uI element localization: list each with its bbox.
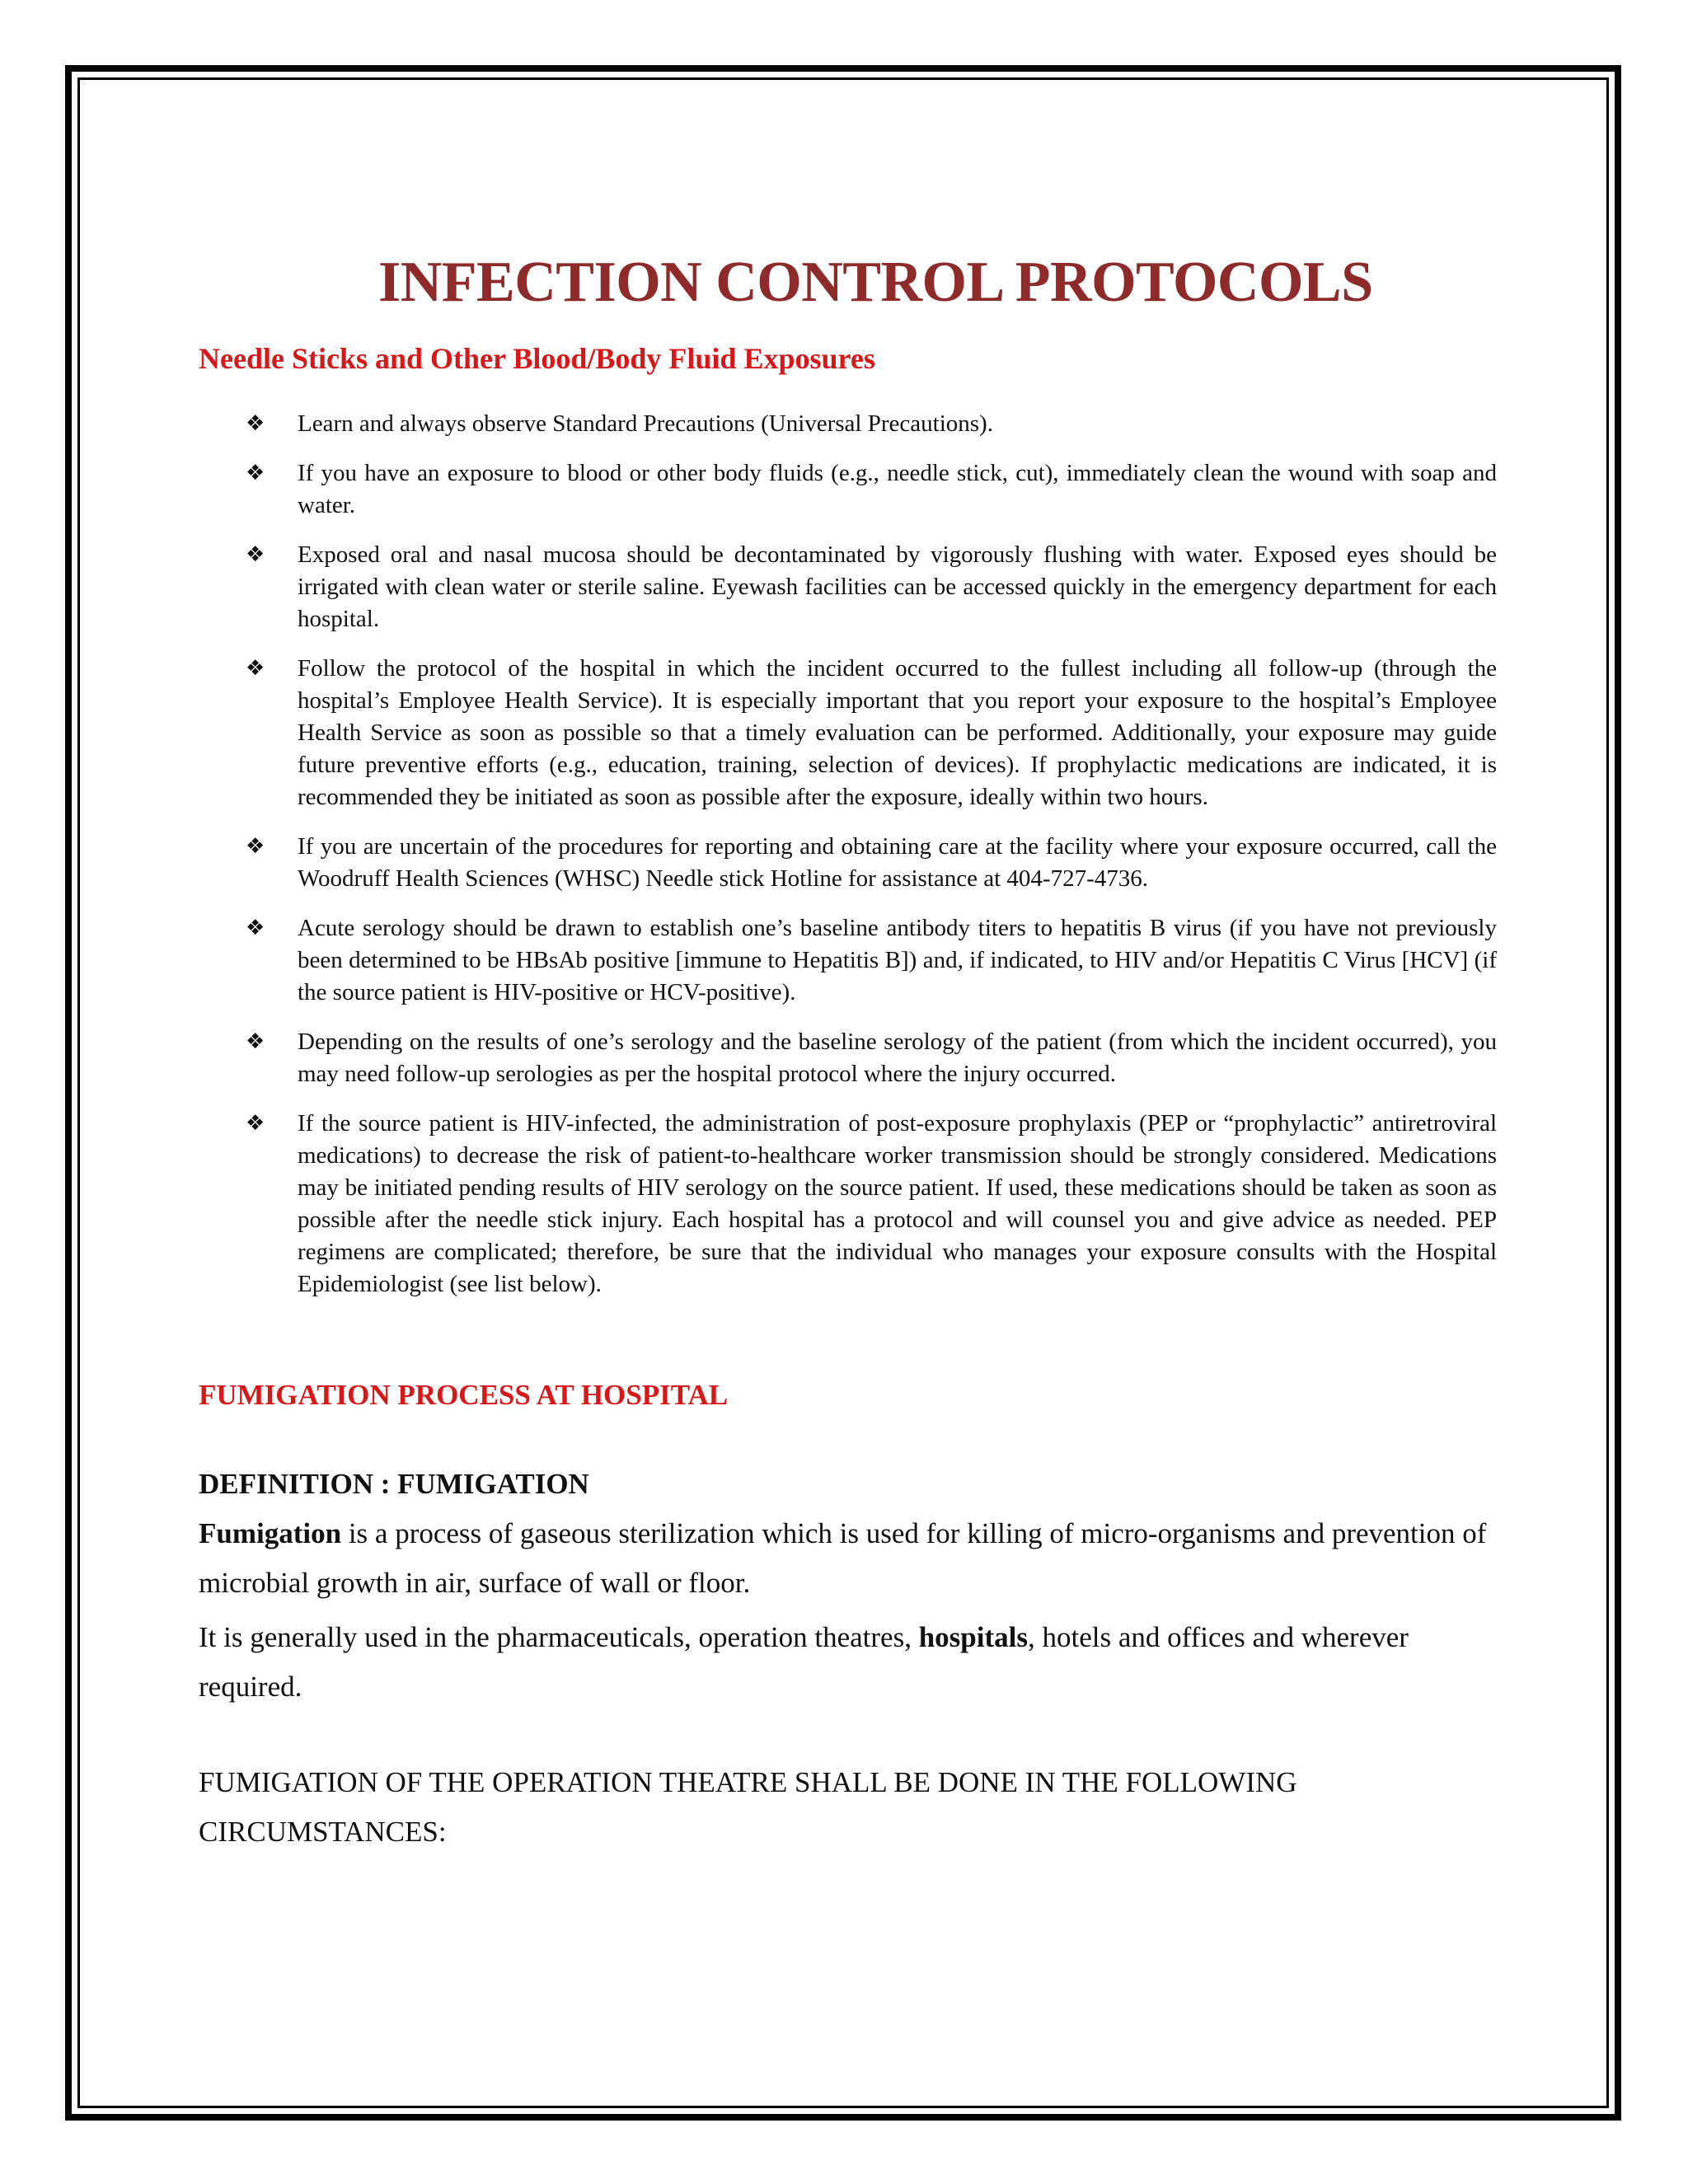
list-item (199, 457, 1497, 522)
document-body (199, 250, 1497, 1857)
fumigation-usage-paragraph (199, 1613, 1497, 1712)
list-item-text: If you have an exposure to blood or other body fluids (e.g., needle stick, cut), immediately clean the wound with soap and water. (298, 460, 1497, 518)
list-item-text: Learn and always observe Standard Precautions (Universal Precautions). (298, 410, 993, 437)
diamond-bullet-icon: ❖ (246, 411, 265, 436)
diamond-bullet-icon: ❖ (246, 656, 265, 681)
list-item (199, 408, 1497, 440)
list-item-text: If you are uncertain of the procedures for reporting and obtaining care at the facility where your exposure occurred, call the Woodruff Health Sciences (WHSC) Needle stick Hotline for assistance at 404-727-4736. (298, 833, 1497, 892)
fumigation-heading: FUMIGATION PROCESS AT HOSPITAL (199, 1379, 729, 1411)
list-item (199, 653, 1497, 813)
diamond-bullet-icon: ❖ (246, 1111, 265, 1136)
diamond-bullet-icon: ❖ (246, 916, 265, 940)
list-item-text: Acute serology should be drawn to establish one’s baseline antibody titers to hepatitis B virus (if you have not previously been determined to be HBsAb positive [immune to Hepatitis B]) and, if indicated, to HIV and/or Hepatitis C Virus [HCV] (if the source patient is HIV-positive or HCV-positive). (298, 915, 1497, 1005)
list-item (199, 539, 1497, 635)
list-item (199, 1026, 1497, 1090)
document-title: INFECTION CONTROL PROTOCOLS (378, 251, 1373, 314)
diamond-bullet-icon: ❖ (246, 461, 265, 485)
diamond-bullet-icon: ❖ (246, 1029, 265, 1054)
fumigation-usage-text-end: , hotels and offices and wherever required. (199, 1621, 1409, 1703)
fumigation-definition-text: is a process of gaseous sterilization which is used for killing of micro-organisms and prevention of microbial growth in air, surface of wall or floor. (199, 1517, 1487, 1599)
list-item-text: If the source patient is HIV-infected, the administration of post-exposure prophylaxis (PEP or “prophylactic” antiretroviral medications) to decrease the risk of patient-to-healthcare worker transmission should be strongly considered. Medications may be initiated pending results of HIV serology on the source patient. If used, these medications should be taken as soon as possible after the needle stick injury. Each hospital has a protocol and will counsel you and give advice as needed. PEP regimens are complicated; therefore, be sure that the individual who manages your exposure consults with the Hospital Epidemiologist (see list below). (298, 1110, 1497, 1297)
list-item (199, 831, 1497, 895)
list-item-text: Exposed oral and nasal mucosa should be decontaminated by vigorously flushing with water. Exposed eyes should be irrigated with clean water or sterile saline. Eyewash facilities can be accessed quickly in the emergency department for each hospital. (298, 541, 1497, 632)
fumigation-definition-paragraph (199, 1509, 1497, 1608)
circumstances-heading: FUMIGATION OF THE OPERATION THEATRE SHALL BE DONE IN THE FOLLOWING CIRCUMSTANCES: (199, 1766, 1297, 1848)
list-item (199, 1108, 1497, 1301)
list-item-text: Depending on the results of one’s serology and the baseline serology of the patient (from which the incident occurred), you may need follow-up serologies as per the hospital protocol where the injury occurred. (298, 1029, 1497, 1087)
definition-heading: DEFINITION : FUMIGATION (199, 1468, 589, 1500)
fumigation-usage-text-start: It is generally used in the pharmaceuticals, operation theatres, (199, 1621, 919, 1653)
list-item-text: Follow the protocol of the hospital in which the incident occurred to the fullest including all follow-up (through the hospital’s Employee Health Service). It is especially important that you report your exposure to the hospital’s Employee Health Service as soon as possible so that a timely evaluation can be performed. Additionally, your exposure may guide future preventive efforts (e.g., education, training, selection of devices). If prophylactic medications are indicated, it is recommended they be initiated as soon as possible after the exposure, ideally within two hours. (298, 655, 1497, 810)
hospitals-term: hospitals (918, 1621, 1028, 1653)
needle-sticks-heading: Needle Sticks and Other Blood/Body Fluid Exposures (199, 342, 875, 375)
diamond-bullet-icon: ❖ (246, 542, 265, 567)
diamond-bullet-icon: ❖ (246, 834, 265, 859)
fumigation-term: Fumigation (199, 1517, 342, 1549)
precautions-list (199, 408, 1497, 1301)
list-item (199, 912, 1497, 1009)
